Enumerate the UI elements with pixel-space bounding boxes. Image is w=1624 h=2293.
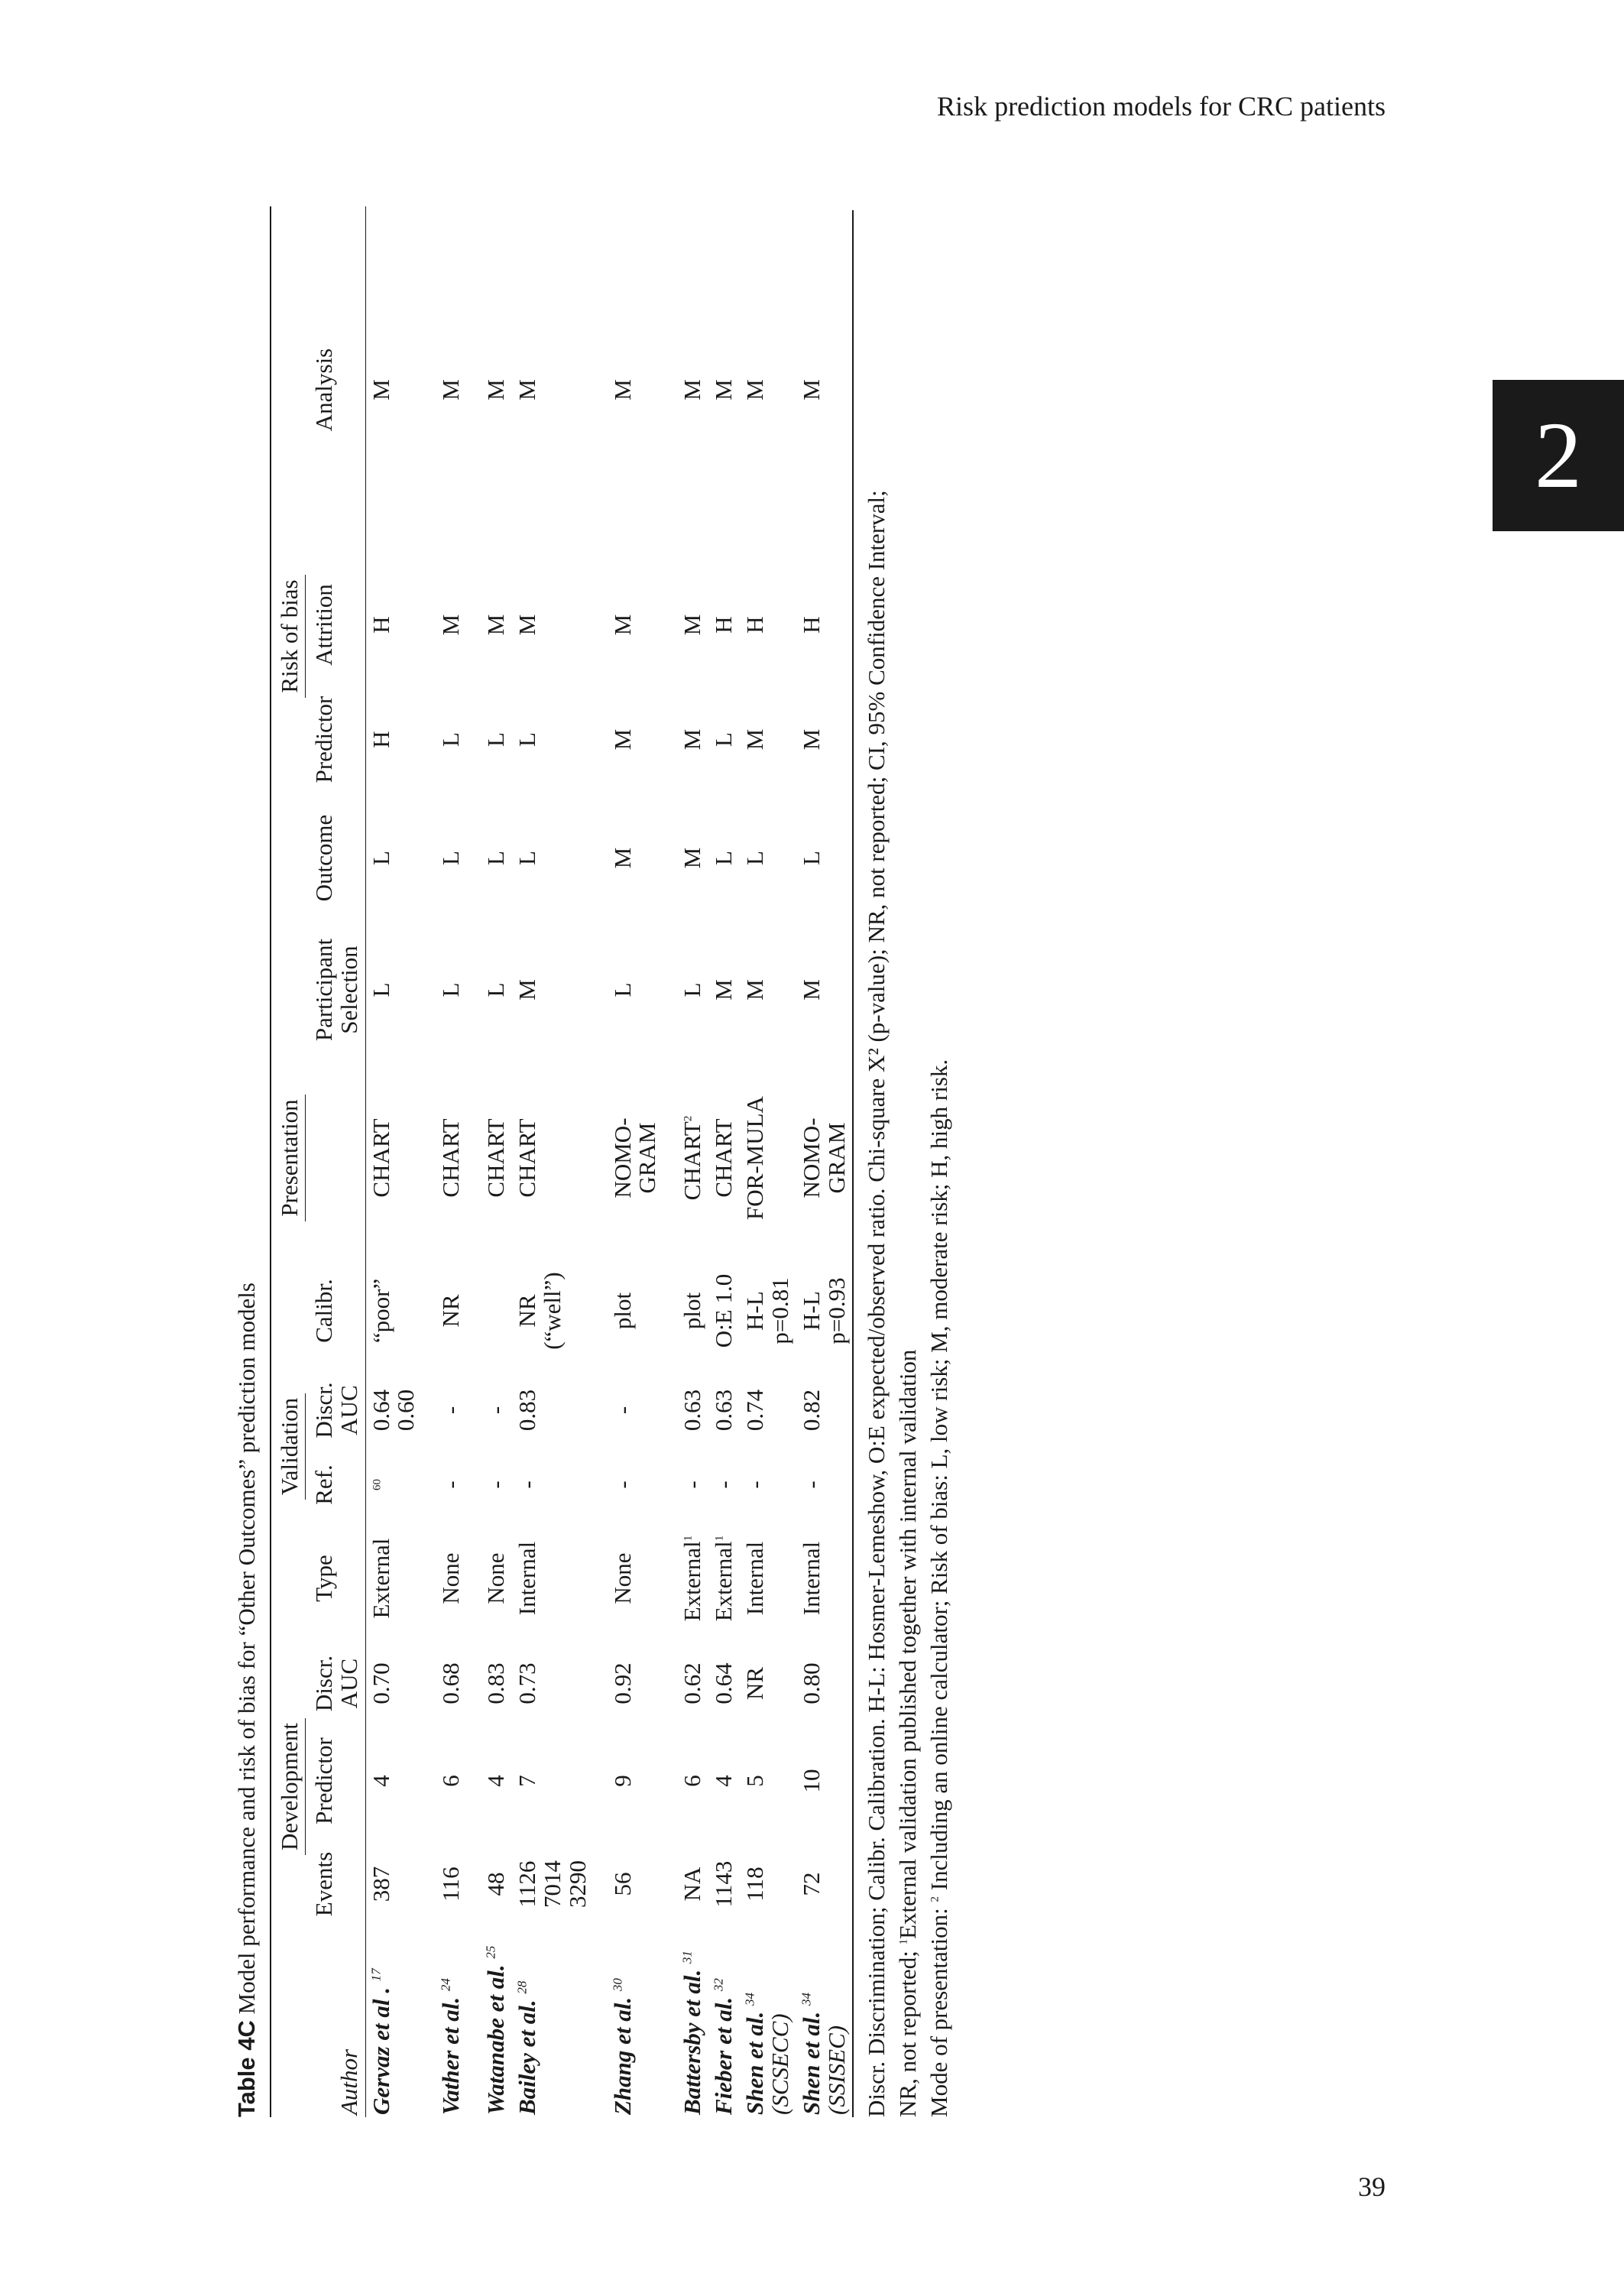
cell-ref: - [608,1481,636,1489]
cell-val-discr-auc: - [482,1406,510,1415]
cell-calibr: plot [608,1292,636,1330]
cell-analysis: M [796,210,854,569]
cell-outcome: M [608,847,636,869]
table-body [365,206,853,2117]
cell-type: Internal [796,1517,854,1639]
cell-rob-predictor: H [367,731,394,748]
table-row [796,206,854,2117]
table-row [512,206,594,2117]
cell-discr-auc: NR [741,1666,769,1701]
cell-events: 56 [608,1872,636,1896]
cell-events: 118 [741,1867,769,1902]
cell-val-discr-auc: 0.64 0.60 [367,1389,420,1432]
col-val-discr-auc: Discr. AUC [310,1382,362,1438]
cell-calibr: NR [437,1294,465,1328]
col-presentation [309,1062,365,1254]
cell-predictor: 9 [608,1775,636,1787]
col-attrition: Attrition [310,584,337,666]
cell-calibr: O:E 1.0 [710,1273,737,1348]
col-discr-auc: Discr. AUC [310,1655,362,1712]
cell-val-discr-auc: 0.74 [741,1389,769,1432]
cell-events: 387 [367,1866,394,1902]
cell-events: NA [679,1867,706,1902]
cell-ref: - [679,1481,706,1489]
cell-discr-auc: 0.64 [710,1662,737,1704]
cell-calibr: plot [679,1292,706,1330]
table-title: Model performance and risk of bias for “Other Outcomes” prediction models [233,1283,260,2021]
cell-presentation: CHART [437,1118,465,1198]
cell-presentation: CHART [482,1118,510,1198]
cell-author: Vather et al. $^{24}$ [437,1978,465,2115]
col-type: Type [310,1555,337,1602]
cell-author: Bailey et al. $^{28}$ [514,1980,541,2115]
cell-attrition: H [796,569,854,680]
cell-type: External [367,1538,394,1619]
cell-calibr: “poor” [367,1278,394,1344]
cell-predictor: 5 [741,1775,769,1787]
cell-participant-selection: L [437,982,465,997]
table-row [740,206,796,2117]
cell-rob-predictor: L [710,732,737,747]
cell-author: Gervaz et al . $^{17}$ [367,1968,394,2115]
cell-rob-predictor: L [482,732,510,747]
cell-val-discr-auc: - [437,1406,465,1415]
cell-rob-predictor: L [514,732,541,747]
cell-participant-selection: L [608,982,636,997]
cell-predictor: 7 [514,1775,541,1787]
cell-calibr: H-L p=0.93 [796,1254,854,1368]
cell-participant-selection: L [482,982,510,997]
group-header-row [271,206,309,2117]
cell-author: Shen et al. $^{34}$ (SCSECC) [741,1993,793,2115]
results-table [270,206,854,2117]
table-row [422,206,467,2117]
cell-events: 1143 [710,1860,737,1908]
cell-predictor: 4 [367,1775,394,1787]
cell-type: None [608,1552,636,1604]
col-rob-predictor: Predictor [310,696,337,783]
col-predictor: Predictor [310,1737,337,1824]
cell-participant-selection: M [514,979,541,1001]
cell-attrition: M [679,614,706,636]
cell-attrition: M [482,614,510,636]
cell-calibr: NR (“well”) [514,1272,566,1350]
cell-author: Battersby et al. $^{31}$ [679,1950,706,2115]
cell-outcome: L [741,851,769,865]
cell-attrition: M [437,614,465,636]
cell-outcome: L [437,851,465,865]
table-row [663,206,708,2117]
col-participant-selection: Participant Selection [310,938,362,1042]
cell-discr-auc: 0.70 [367,1662,394,1704]
cell-discr-auc: 0.68 [437,1662,465,1704]
cell-ref: 60 [371,1479,384,1490]
table-label: Table 4C [233,2020,260,2117]
table-caption [233,206,261,2117]
cell-discr-auc: 0.92 [608,1662,636,1704]
cell-type: Internal [514,1541,541,1616]
cell-rob-predictor: M [796,680,854,799]
cell-analysis: M [608,379,636,401]
cell-calibr [467,1254,512,1368]
cell-rob-predictor: M [679,728,706,751]
cell-val-discr-auc: 0.63 [679,1389,706,1432]
cell-events: 72 [796,1834,854,1934]
table-row [467,206,512,2117]
cell-type: None [482,1552,510,1604]
col-author: Author [335,2048,362,2115]
column-header-row [309,206,365,2117]
cell-attrition: M [514,614,541,636]
col-events: Events [310,1851,337,1917]
cell-predictor: 4 [482,1775,510,1787]
cell-outcome: L [482,851,510,865]
table-row [594,206,664,2117]
table-block [233,206,955,2117]
group-validation: Validation [271,1254,309,1639]
cell-predictor: 6 [679,1775,706,1787]
cell-author: Zhang et al. $^{30}$ [608,1978,636,2115]
cell-type: None [437,1552,465,1604]
group-development: Development [271,1639,309,1934]
cell-predictor: 4 [710,1775,737,1787]
cell-type: External$^1$ [679,1535,706,1622]
cell-ref: - [437,1481,465,1489]
note-line-2: NR, not reported; $^1$External validation published together with internal validation [894,1349,922,2117]
cell-presentation: NOMO- GRAM [608,1117,661,1198]
col-ref: Ref. [310,1464,337,1505]
cell-presentation: FOR-MULA [741,1096,769,1220]
cell-val-discr-auc: - [608,1406,636,1415]
cell-val-discr-auc: 0.83 [514,1389,541,1432]
cell-discr-auc: 0.62 [679,1662,706,1704]
col-calibr: Calibr. [310,1279,337,1343]
cell-attrition: H [710,616,737,634]
cell-outcome: L [796,799,854,917]
cell-analysis: M [482,379,510,401]
cell-val-discr-auc: 0.63 [710,1389,737,1432]
cell-type: Internal [741,1541,769,1616]
cell-author: Fieber et al. $^{32}$ [710,1978,737,2115]
table-row [365,206,422,2117]
cell-predictor: 6 [437,1775,465,1787]
page-number: 39 [1358,2171,1386,2202]
cell-analysis: M [437,379,465,401]
running-header: Risk prediction models for CRC patients [937,91,1386,122]
cell-analysis: M [679,379,706,401]
cell-rob-predictor: M [608,728,636,751]
cell-outcome: L [514,851,541,865]
cell-events: 1126 7014 3290 [514,1860,591,1908]
note-line-1: Discr. Discrimination; Calibr. Calibration. H-L: Hosmer-Lemeshow, O:E expected/observed ratio. Chi-square X² (p-value); NR, not reported; CI, 95% Confidence Interval; [863,490,890,2117]
cell-events: 116 [437,1867,465,1902]
cell-presentation: CHART [710,1118,737,1198]
cell-participant-selection: M [796,917,854,1062]
group-presentation: Presentation [271,1062,309,1254]
cell-outcome: L [710,851,737,865]
cell-author: Shen et al. $^{34}$ (SSISEC) [796,1934,854,2117]
cell-discr-auc: 0.83 [482,1662,510,1704]
table-row [708,206,740,2117]
cell-discr-auc: 0.73 [514,1662,541,1704]
cell-analysis: M [367,379,394,401]
cell-val-discr-auc: 0.82 [796,1368,854,1452]
cell-ref: - [710,1481,737,1489]
cell-attrition: H [741,616,769,634]
chapter-tab: 2 [1493,380,1624,531]
cell-events: 48 [482,1872,510,1896]
cell-participant-selection: L [367,982,394,997]
cell-ref: - [514,1481,541,1489]
group-risk-of-bias: Risk of bias [271,210,309,1062]
cell-rob-predictor: L [437,732,465,747]
cell-analysis: M [514,379,541,401]
cell-analysis: M [710,379,737,401]
cell-analysis: M [741,379,769,401]
cell-type: External$^1$ [710,1535,737,1622]
cell-participant-selection: L [679,982,706,997]
cell-presentation: NOMO- GRAM [796,1062,854,1254]
cell-discr-auc: 0.80 [796,1639,854,1727]
cell-outcome: M [679,847,706,869]
cell-rob-predictor: M [741,728,769,751]
cell-calibr: H-L p=0.81 [741,1277,793,1344]
cell-participant-selection: M [710,979,737,1001]
cell-ref: - [482,1481,510,1489]
cell-presentation: CHART [514,1118,541,1198]
cell-participant-selection: M [741,979,769,1001]
note-line-3: Mode of presentation: $^2$ Including an online calculator; Risk of bias: L, low risk; M, moderate risk; H, high risk. [925,1059,953,2117]
cell-outcome: L [367,851,394,865]
cell-attrition: M [608,614,636,636]
cell-presentation: CHART$^2$ [679,1115,706,1201]
cell-predictor: 10 [796,1727,854,1834]
cell-ref: - [796,1452,854,1517]
cell-presentation: CHART [367,1118,394,1198]
table-notes [861,206,955,2117]
col-analysis: Analysis [310,348,337,432]
cell-ref: - [741,1481,769,1489]
col-outcome: Outcome [310,814,337,902]
cell-author: Watanabe et al. $^{25}$ [482,1945,510,2115]
cell-attrition: H [367,616,394,634]
